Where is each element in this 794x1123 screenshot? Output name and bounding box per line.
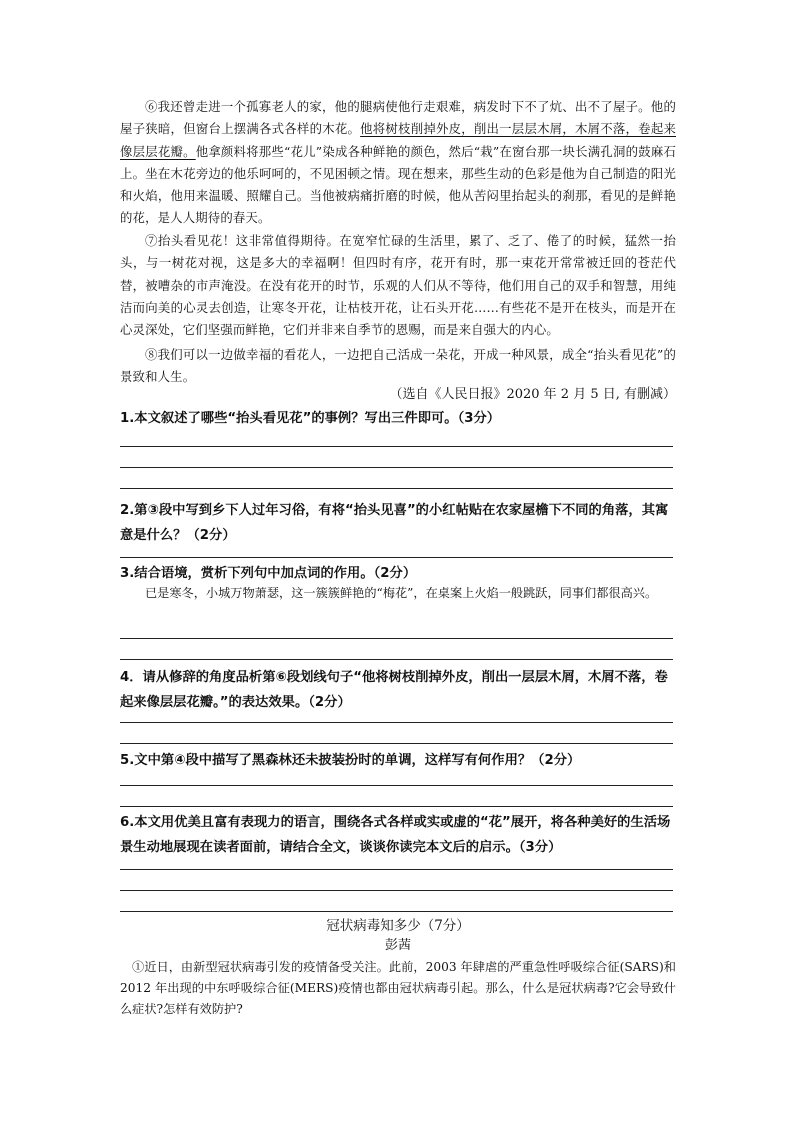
question-6: 6.本文用优美且富有表现力的语言，围绕各式各样或实或虚的“花”展开，将各种美好的生活场景生动地展现在读者面前，请结合全文，谈谈你读完本文后的启示。（3分） [120,815,671,855]
question-5: 5.文中第④段中描写了黑森林还未披装扮时的单调，这样写有何作用？（2分） [120,753,581,768]
article-title: 冠状病毒知多少（7分） [326,918,470,934]
answer-line[interactable] [120,806,673,807]
paragraph-6-text-b: 他拿颜料将那些“花儿”染成各种鲜艳的颜色，然后“栽”在窗台那一块长满孔洞的鼓麻石上。坐在木花旁边的他乐呵呵的，不见困顿之情。现在想来，那些生动的色彩是他为自己制造的阳光和火焰，他用来温暖、照耀自己。当他被病痛折磨的时候，他从苦闷里抬起头的刹那，看见的是鲜艳的花，是人人期待的春天。 [120,143,677,226]
answer-line[interactable] [120,869,673,870]
answer-line[interactable] [120,743,673,744]
answer-line[interactable] [120,467,673,468]
answer-line[interactable] [120,638,673,639]
answer-line[interactable] [120,659,673,660]
answer-line[interactable] [120,557,673,558]
article-author: 彭茜 [384,938,411,953]
question-4: 4．请从修辞的角度品析第⑥段划线句子“他将树枝削掉外皮，削出一层层木屑，木屑不落，卷起来像层层花瓣。”的表达效果。（2分） [120,670,668,710]
paragraph-8: ⑧我们可以一边做幸福的看花人，一边把自己活成一朵花，开成一种风景，成全“抬头看见花”的景致和人生。 [120,347,676,385]
article-paragraph-1: ①近日，由新型冠状病毒引发的疫情备受关注。此前，2003 年肆虐的严重急性呼吸综合征(SARS)和 2012 年出现的中东呼吸综合征(MERS)疫情也都由冠状病毒引起。那么，什么是冠状病毒?它会导致什么症状?怎样有效防护? [120,960,676,1016]
question-3: 3.结合语境，赏析下列句中加点词的作用。（2分） [120,566,417,581]
paragraph-7: ⑦抬头看见花！这非常值得期待。在宽窄忙碌的生活里，累了、乏了、倦了的时候，猛然一抬头，与一树花对视，这是多大的幸福啊！但四时有序，花开有时，那一束花开常常被迁回的苍茫代替，被嘈杂的市声淹没。在没有花开的时节，乐观的人们从不等待，他们用自己的双手和智慧，用纯洁而向美的心灵去创造，让寒冬开花，让枯枝开花，让石头开花……有些花不是开在枝头，而是开在心灵深处，它们坚强而鲜艳，它们并非来自季节的恩赐，而是来自强大的内心。 [120,233,676,338]
answer-line[interactable] [120,446,673,447]
answer-line[interactable] [120,911,673,912]
answer-line[interactable] [120,785,673,786]
source-citation: （选自《人民日报》2020 年 2 月 5 日, 有删减） [389,387,676,402]
question-1: 1.本文叙述了哪些“抬头看见花”的事例？写出三件即可。（3分） [120,411,501,426]
paragraph-6 [120,96,676,230]
answer-line[interactable] [120,488,673,489]
answer-line[interactable] [120,722,673,723]
question-2: 2.第③段中写到乡下人过年习俗，有将“抬头见喜”的小红帖贴在农家屋檐下不同的角落，其寓意是什么？（2分） [120,503,669,543]
paragraph-6-text-a: ⑥我还曾走进一个孤寡老人的家，他的腿病使他行走艰难，病发时下不了炕、出不了屋子。他的屋子狭暗，但窗台上摆满各式各样的木花。 [120,99,676,137]
question-3-sentence: 已是寒冬，小城万物萧瑟，这一簇簇鲜艳的“梅花”，在桌案上火焰一般跳跃，同事们都很高兴。 [145,586,658,600]
answer-line[interactable] [120,890,673,891]
underlined-sentence: 他将树枝削掉外皮，削出一层层木屑，木屑不落，卷起来像层层花瓣。 [120,121,677,159]
